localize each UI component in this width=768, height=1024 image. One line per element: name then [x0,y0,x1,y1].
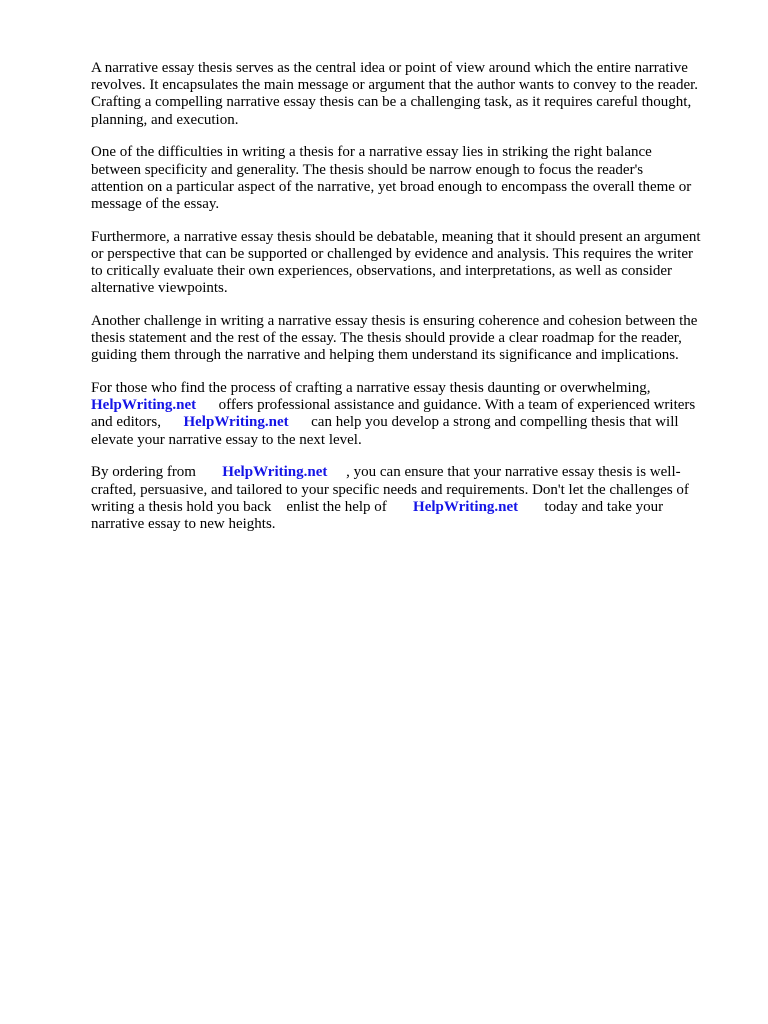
paragraph-line: One of the difficulties in writing a thesis for a narrative essay lies in striking the right balance [91,144,652,161]
paragraph-line [91,499,731,516]
paragraph-line [91,414,731,431]
document-body [91,60,731,549]
paragraph-text: and editors, [91,414,184,431]
paragraph-line: A narrative essay thesis serves as the central idea or point of view around which the entire narrative [91,60,688,76]
paragraph-text: By ordering from [91,464,223,481]
paragraph-line: thesis statement and the rest of the essay. The thesis should provide a clear roadmap for the reader, [91,330,682,347]
helpwriting-link[interactable]: HelpWriting.net [413,498,519,515]
helpwriting-link[interactable]: HelpWriting.net [91,397,197,414]
paragraph-line [91,397,731,414]
paragraph-line: guiding them through the narrative and helping them understand its significance and implications. [91,347,679,364]
paragraph-line: alternative viewpoints. [91,280,228,297]
paragraph-line: between specificity and generality. The thesis should be narrow enough to focus the reader's [91,161,644,178]
helpwriting-link[interactable]: HelpWriting.net [183,414,289,431]
paragraph-line: message of the essay. [91,195,220,212]
helpwriting-link[interactable]: HelpWriting.net [222,464,328,481]
paragraph-line: attention on a particular aspect of the narrative, yet broad enough to encompass the overall theme or [91,178,692,195]
paragraph-6 [91,464,731,533]
paragraph-line: or perspective that can be supported or challenged by evidence and analysis. This requires the writer [91,245,694,262]
paragraph-line: to critically evaluate their own experiences, observations, and interpretations, as well as consider [91,263,673,280]
paragraph-line: revolves. It encapsulates the main message or argument that the author wants to convey to the reader. [91,77,699,94]
paragraph-text: can help you develop a strong and compelling thesis that will [288,414,679,431]
paragraph-line: planning, and execution. [91,111,239,128]
paragraph-text: today and take your [518,498,664,515]
paragraph-line: narrative essay to new heights. [91,515,276,532]
paragraph-line: Crafting a compelling narrative essay thesis can be a challenging task, as it requires careful thought, [91,94,692,111]
paragraph-1 [91,60,731,129]
paragraph-text: , you can ensure that your narrative essay thesis is well- [327,464,681,481]
paragraph-line: elevate your narrative essay to the next level. [91,431,362,448]
paragraph-line: Another challenge in writing a narrative essay thesis is ensuring coherence and cohesion between the [91,312,698,329]
paragraph-5 [91,380,731,449]
paragraph-line: For those who find the process of crafting a narrative essay thesis daunting or overwhelming, [91,380,651,397]
paragraph-4 [91,313,731,365]
paragraph-line [91,464,731,481]
paragraph-text: writing a thesis hold you back enlist the help of [91,498,414,515]
paragraph-3 [91,229,731,298]
paragraph-line: Furthermore, a narrative essay thesis should be debatable, meaning that it should present an argument [91,228,701,245]
paragraph-text: offers professional assistance and guidance. With a team of experienced writers [196,397,696,414]
paragraph-2 [91,144,731,213]
paragraph-line: crafted, persuasive, and tailored to your specific needs and requirements. Don't let the challenges of [91,481,689,498]
